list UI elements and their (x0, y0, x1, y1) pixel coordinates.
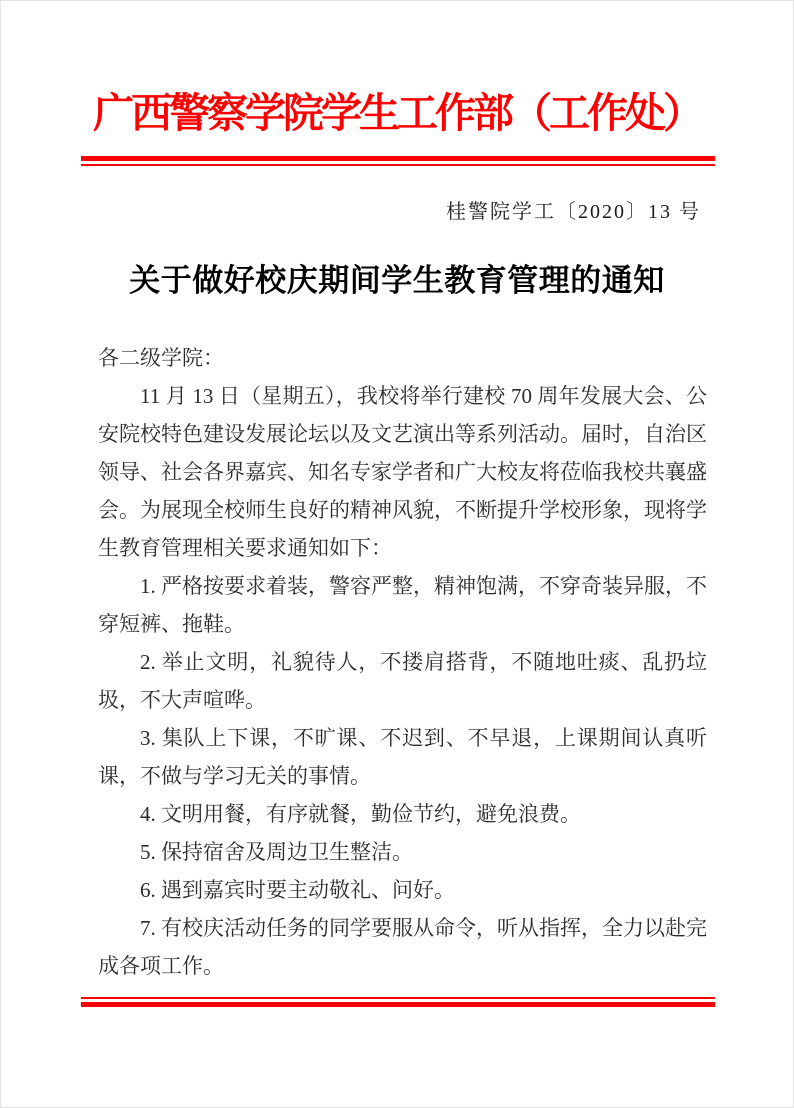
body-paragraph-item-6: 6. 遇到嘉宾时要主动敬礼、问好。 (140, 878, 455, 902)
body-paragraph-item-4: 4. 文明用餐，有序就餐，勤俭节约，避免浪费。 (140, 802, 581, 826)
notice-body (98, 339, 707, 985)
divider-thick-line (81, 1002, 715, 1007)
divider-thin-line (81, 164, 715, 166)
document-reference-number: 桂警院学工〔2020〕13 号 (446, 201, 701, 223)
body-paragraph-item-2: 2. 举止文明，礼貌待人，不搂肩搭背，不随地吐痰、乱扔垃圾，不大声喧哗。 (98, 650, 707, 712)
letterhead-divider-rule (81, 156, 715, 166)
footer-divider-rule (81, 997, 715, 1007)
body-paragraph-item-5: 5. 保持宿舍及周边卫生整洁。 (140, 840, 413, 864)
body-paragraph-item-1: 1. 严格按要求着装，警容严整，精神饱满，不穿奇装异服，不穿短裤、拖鞋。 (98, 574, 707, 636)
letterhead-department-title: 广西警察学院学生工作部（工作处） (93, 90, 701, 136)
body-paragraph-intro: 11 月 13 日（星期五），我校将举行建校 70 周年发展大会、公安院校特色建设发展论坛以及文艺演出等系列活动。届时，自治区领导、社会各界嘉宾、知名专家学者和广大校友将莅临我校共襄盛会。为展现全校师生良好的精神风貌，不断提升学校形象，现将学生教育管理相关要求通知如下： (98, 384, 707, 560)
body-paragraph-item-3: 3. 集队上下课，不旷课、不迟到、不早退，上课期间认真听课，不做与学习无关的事情。 (98, 726, 707, 788)
body-paragraph-item-7: 7. 有校庆活动任务的同学要服从命令，听从指挥，全力以赴完成各项工作。 (98, 916, 707, 978)
salutation: 各二级学院： (98, 346, 224, 370)
notice-title: 关于做好校庆期间学生教育管理的通知 (129, 263, 665, 298)
